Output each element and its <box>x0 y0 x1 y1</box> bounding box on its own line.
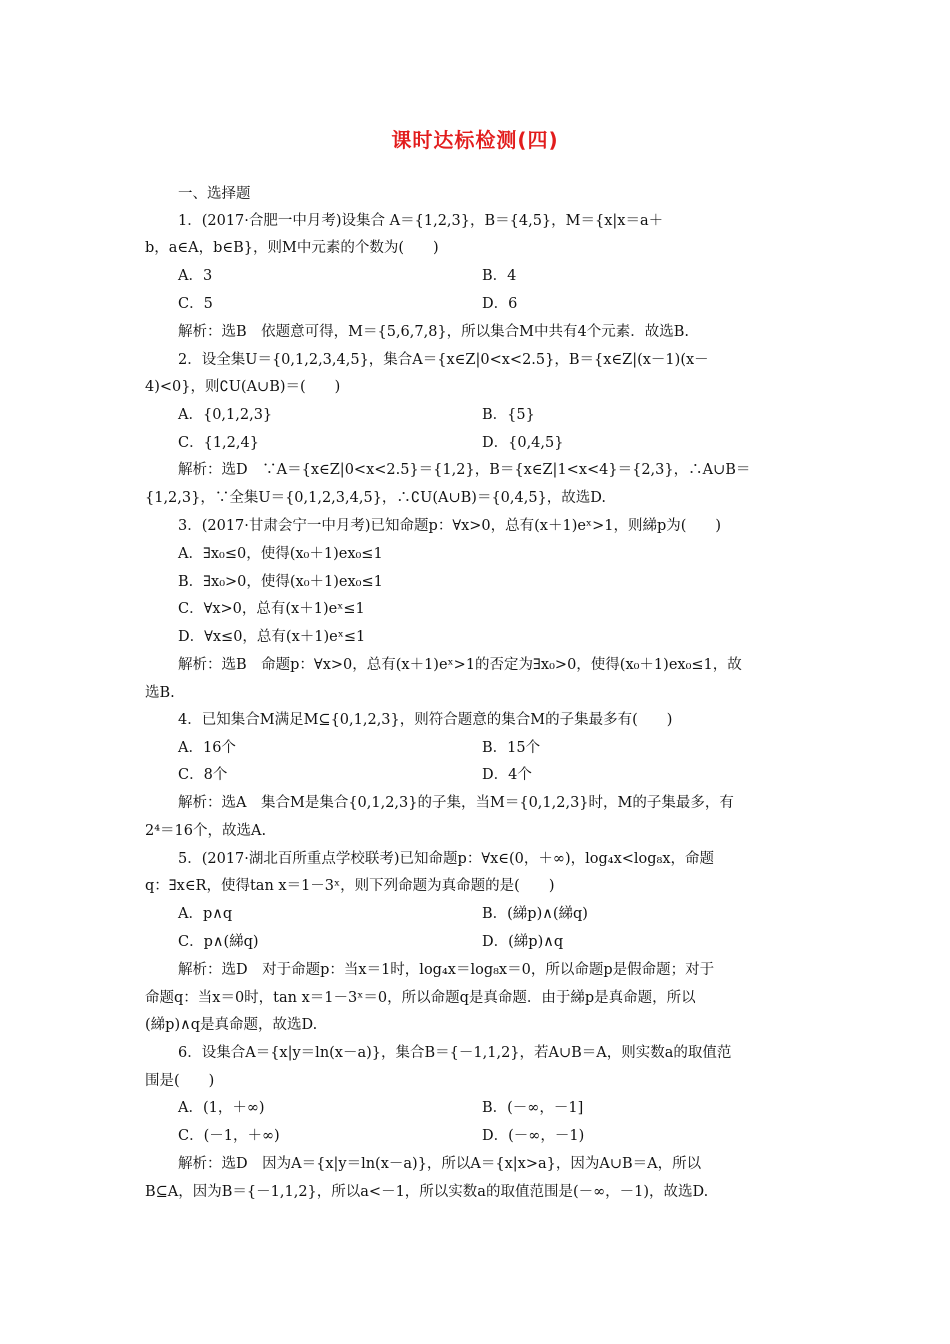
question-2-option-d: D．{0,4,5} <box>482 435 564 451</box>
question-3-option-c: C．∀x>0，总有(x＋1)eˣ≤1 <box>178 601 365 617</box>
question-2-option-a: A．{0,1,2,3} <box>178 407 273 423</box>
question-3-option-a: A．∃x₀≤0，使得(x₀＋1)ex₀≤1 <box>178 546 383 562</box>
question-4-analysis-line-2: 2⁴＝16个，故选A. <box>145 823 267 839</box>
question-4-option-c: C．8个 <box>178 767 228 783</box>
question-1-line-1: 1．(2017·合肥一中月考)设集合 A＝{1,2,3}，B＝{4,5}，M＝{x|x＝a＋ <box>178 213 664 229</box>
question-3-option-b: B．∃x₀>0，使得(x₀＋1)ex₀≤1 <box>178 574 383 590</box>
question-1-option-b: B．4 <box>482 268 517 284</box>
question-2-option-c: C．{1,2,4} <box>178 435 259 451</box>
question-5-line-1: 5．(2017·湖北百所重点学校联考)已知命题p：∀x∈(0，＋∞)，log₄x<log₈x，命题 <box>178 851 715 867</box>
question-1-option-d: D．6 <box>482 296 518 312</box>
question-4-analysis-line-1: 解析：选A 集合M是集合{0,1,2,3}的子集，当M＝{0,1,2,3}时，M的子集最多，有 <box>178 795 734 811</box>
question-5-option-a: A．p∧q <box>178 906 233 922</box>
question-6-analysis-line-1: 解析：选D 因为A＝{x|y＝ln(x－a)}，所以A＝{x|x>a}，因为A∪B＝A，所以 <box>178 1156 702 1172</box>
question-1-analysis: 解析：选B 依题意可得，M＝{5,6,7,8}，所以集合M中共有4个元素．故选B. <box>178 324 690 340</box>
question-6-option-a: A．(1，＋∞) <box>178 1100 265 1116</box>
question-3-analysis-line-2: 选B. <box>145 685 175 701</box>
question-5-line-2: q：∃x∈R，使得tan x＝1－3ˣ，则下列命题为真命题的是( ) <box>145 878 555 894</box>
question-5-analysis-line-2: 命题q：当x＝0时，tan x＝1－3ˣ＝0，所以命题q是真命题．由于綈p是真命题，所以 <box>145 990 696 1006</box>
question-3-option-d: D．∀x≤0，总有(x＋1)eˣ≤1 <box>178 629 366 645</box>
question-6-option-d: D．(－∞，－1) <box>482 1128 585 1144</box>
question-3-analysis-line-1: 解析：选B 命题p：∀x>0，总有(x＋1)eˣ>1的否定为∃x₀>0，使得(x₀＋1)ex₀≤1，故 <box>178 657 742 673</box>
question-4-line-1: 4．已知集合M满足M⊆{0,1,2,3}，则符合题意的集合M的子集最多有( ) <box>178 712 673 728</box>
question-1-option-a: A．3 <box>178 268 213 284</box>
question-6-option-b: B．(－∞，－1] <box>482 1100 584 1116</box>
question-6-line-1: 6．设集合A＝{x|y＝ln(x－a)}，集合B＝{－1,1,2}，若A∪B＝A，则实数a的取值范 <box>178 1045 732 1061</box>
question-4-option-a: A．16个 <box>178 740 236 756</box>
question-2-option-b: B．{5} <box>482 407 535 423</box>
question-2-line-2: 4)<0}，则∁U(A∪B)＝( ) <box>145 379 341 395</box>
question-4-option-d: D．4个 <box>482 767 532 783</box>
question-5-option-d: D．(綈p)∧q <box>482 934 564 950</box>
question-1-option-c: C．5 <box>178 296 213 312</box>
question-5-option-b: B．(綈p)∧(綈q) <box>482 906 588 922</box>
question-5-analysis-line-1: 解析：选D 对于命题p：当x＝1时，log₄x＝log₈x＝0，所以命题p是假命题；对于 <box>178 962 715 978</box>
question-2-line-1: 2．设全集U＝{0,1,2,3,4,5}，集合A＝{x∈Z|0<x<2.5}，B＝{x∈Z|(x－1)(x－ <box>178 352 709 368</box>
question-3-line-1: 3．(2017·甘肃会宁一中月考)已知命题p：∀x>0，总有(x＋1)eˣ>1，则綈p为( ) <box>178 518 722 534</box>
question-5-analysis-line-3: (綈p)∧q是真命题，故选D. <box>145 1017 318 1033</box>
question-5-option-c: C．p∧(綈q) <box>178 934 259 950</box>
question-2-analysis-line-1: 解析：选D ∵A＝{x∈Z|0<x<2.5}＝{1,2}，B＝{x∈Z|1<x<4}＝{2,3}，∴A∪B＝ <box>178 462 751 478</box>
question-6-option-c: C．(－1，＋∞) <box>178 1128 280 1144</box>
section-heading: 一、选择题 <box>178 186 251 202</box>
question-6-line-2: 围是( ) <box>145 1073 215 1089</box>
question-1-line-2: b，a∈A，b∈B}，则M中元素的个数为( ) <box>145 240 439 256</box>
page-title: 课时达标检测(四) <box>391 128 559 152</box>
question-2-analysis-line-2: {1,2,3}，∵全集U＝{0,1,2,3,4,5}，∴∁U(A∪B)＝{0,4,5}，故选D. <box>145 490 607 506</box>
question-6-analysis-line-2: B⊆A，因为B＝{－1,1,2}，所以a<－1，所以实数a的取值范围是(－∞，－1)，故选D. <box>145 1184 709 1200</box>
question-4-option-b: B．15个 <box>482 740 541 756</box>
